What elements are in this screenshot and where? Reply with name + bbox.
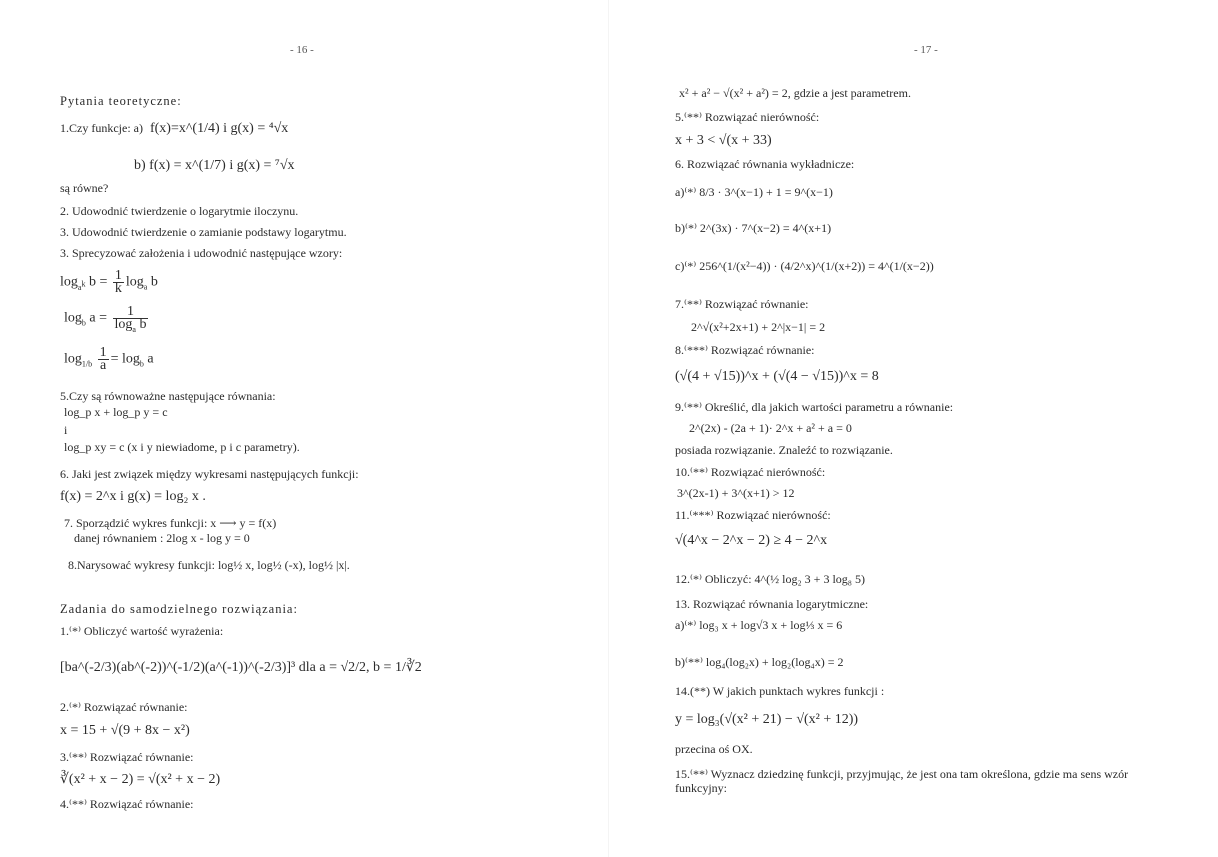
task-7: 7.⁽**⁾ Rozwiązać równanie: — [675, 297, 809, 311]
question-1-end: są równe? — [60, 181, 109, 195]
task-9-formula: 2^(2x) - (2a + 1)· 2^x + a² + a = 0 — [689, 421, 852, 435]
task-14b: przecina oś OX. — [675, 742, 753, 756]
question-2: 2. Udowodnić twierdzenie o logarytmie iloczynu. — [60, 204, 299, 218]
task-1-formula: [ba^(-2/3)(ab^(-2))^(-1/2)(a^(-1))^(-2/3)]³ dla a = √2/2, b = 1/∛2 — [60, 660, 422, 675]
task-12: 12.⁽*⁾ Obliczyć: 4^(½ log₂ 3 + 3 log₈ 5) — [675, 572, 865, 586]
question-7: 7. Sporządzić wykres funkcji: x ⟶ y = f(x) — [64, 516, 277, 530]
page-number-right: - 17 - — [914, 44, 938, 56]
task-6: 6. Rozwiązać równania wykładnicze: — [675, 157, 855, 171]
task-1: 1.⁽*⁾ Obliczyć wartość wyrażenia: — [60, 624, 224, 638]
task-6b: b)⁽*⁾ 2^(3x) · 7^(x−2) = 4^(x+1) — [675, 221, 832, 235]
task-6a: a)⁽*⁾ 8/3 · 3^(x−1) + 1 = 9^(x−1) — [675, 185, 833, 199]
formula-2-mid: a = — [89, 310, 107, 326]
task-5-formula: x + 3 < √(x + 33) — [675, 133, 772, 148]
task-7-formula: 2^√(x²+2x+1) + 2^|x−1| = 2 — [691, 320, 826, 334]
formula-1-fraction: $\frac{1}{k}$ — [114, 268, 122, 296]
task-4-formula: x² + a² − √(x² + a²) = 2, gdzie a jest parametrem. — [679, 86, 911, 100]
formula-2-fraction: $\frac{1}{\log_a b}$ — [114, 304, 147, 334]
question-7b: danej równaniem : 2log x - log y = 0 — [74, 531, 250, 545]
question-3b: 3. Sprecyzować założenia i udowodnić następujące wzory: — [60, 246, 343, 260]
task-10-formula: 3^(2x-1) + 3^(x+1) > 12 — [677, 486, 795, 500]
formula-log-2: $\log_b a$ = $\frac{1}{\log_a b}$ — [64, 304, 147, 334]
formula-3-fraction: $\frac{1}{a}$ — [99, 345, 107, 373]
task-2: 2.⁽*⁾ Rozwiązać równanie: — [60, 700, 188, 714]
question-6: 6. Jaki jest związek między wykresami następujących funkcji: — [60, 467, 359, 481]
question-6-formula: f(x) = 2^x i g(x) = log₂ x . — [60, 489, 206, 504]
task-4: 4.⁽**⁾ Rozwiązać równanie: — [60, 797, 194, 811]
task-10: 10.⁽**⁾ Rozwiązać nierówność: — [675, 465, 826, 479]
task-8-formula: (√(4 + √15))^x + (√(4 − √15))^x = 8 — [675, 369, 879, 384]
formula-3-rhs: = log — [110, 351, 140, 367]
question-3a: 3. Udowodnić twierdzenie o zamianie podstawy logarytmu. — [60, 225, 347, 239]
formula-log-1: $\log_{a^k} b$ = $\frac{1}{k}$ $\log_a b$ — [60, 268, 158, 296]
task-15: 15.⁽**⁾ Wyznacz dziedzinę funkcji, przyjmując, że jest ona tam określona, gdzie ma sens wzór — [675, 767, 1129, 781]
section-theory-heading: Pytania teoretyczne: — [60, 94, 182, 108]
task-3: 3.⁽**⁾ Rozwiązać równanie: — [60, 750, 194, 764]
task-13a: a)⁽*⁾ log₃ x + log√3 x + log⅓ x = 6 — [675, 618, 843, 632]
question-1b-formula: b) f(x) = x^(1/7) i g(x) = ⁷√x — [134, 158, 295, 173]
task-11-formula: √(4^x − 2^x − 2) ≥ 4 − 2^x — [675, 533, 828, 548]
question-5-eq1: log_p x + log_p y = c — [64, 405, 168, 419]
task-15b: funkcyjny: — [675, 781, 727, 795]
right-page — [609, 0, 1218, 857]
task-2-formula: x = 15 + √(9 + 8x − x²) — [60, 723, 190, 738]
task-14: 14.(**) W jakich punktach wykres funkcji : — [675, 684, 885, 698]
task-13: 13. Rozwiązać równania logarytmiczne: — [675, 597, 869, 611]
formula-2-log: log — [64, 310, 82, 326]
task-13b: b)⁽**⁾ log₄(log₂x) + log₂(log₄x) = 2 — [675, 655, 844, 669]
question-1a-formula: f(x)=x^(1/4) i g(x) = ⁴√x — [149, 121, 289, 136]
question-5-i: i — [64, 423, 68, 437]
task-5: 5.⁽**⁾ Rozwiązać nierówność: — [675, 110, 820, 124]
question-5-eq2: log_p xy = c (x i y niewiadome, p i c parametry). — [64, 440, 300, 454]
section-tasks-heading: Zadania do samodzielnego rozwiązania: — [60, 602, 298, 616]
question-5: 5.Czy są równoważne następujące równania: — [60, 389, 276, 403]
task-14-formula: y = log₃(√(x² + 21) − √(x² + 12)) — [675, 712, 859, 727]
formula-3-log: log — [64, 351, 82, 367]
task-9: 9.⁽**⁾ Określić, dla jakich wartości parametru a równanie: — [675, 400, 954, 414]
formula-1-rhs: b = — [88, 274, 108, 290]
formula-1-log: log — [60, 274, 78, 290]
page-number-left: - 16 - — [290, 44, 314, 56]
task-6c: c)⁽*⁾ 256^(1/(x²−4)) · (4/2^x)^(1/(x+2)) = 4^(1/(x−2)) — [675, 259, 934, 273]
question-8: 8.Narysować wykresy funkcji: log½ x, log½ (-x), log½ |x|. — [68, 558, 350, 572]
task-8: 8.⁽***⁾ Rozwiązać równanie: — [675, 343, 815, 357]
formula-1-tail: log — [125, 274, 144, 290]
task-9b: posiada rozwiązanie. Znaleźć to rozwiązanie. — [675, 443, 893, 457]
question-1a-prefix: 1.Czy funkcje: a) — [60, 121, 143, 135]
formula-log-3: $\log_{1/b}$ $\frac{1}{a}$ = $\log_b a$ — [64, 345, 154, 373]
task-3-formula: ∛(x² + x − 2) = √(x² + x − 2) — [60, 772, 221, 787]
question-1a — [60, 121, 288, 136]
task-11: 11.⁽***⁾ Rozwiązać nierówność: — [675, 508, 831, 522]
